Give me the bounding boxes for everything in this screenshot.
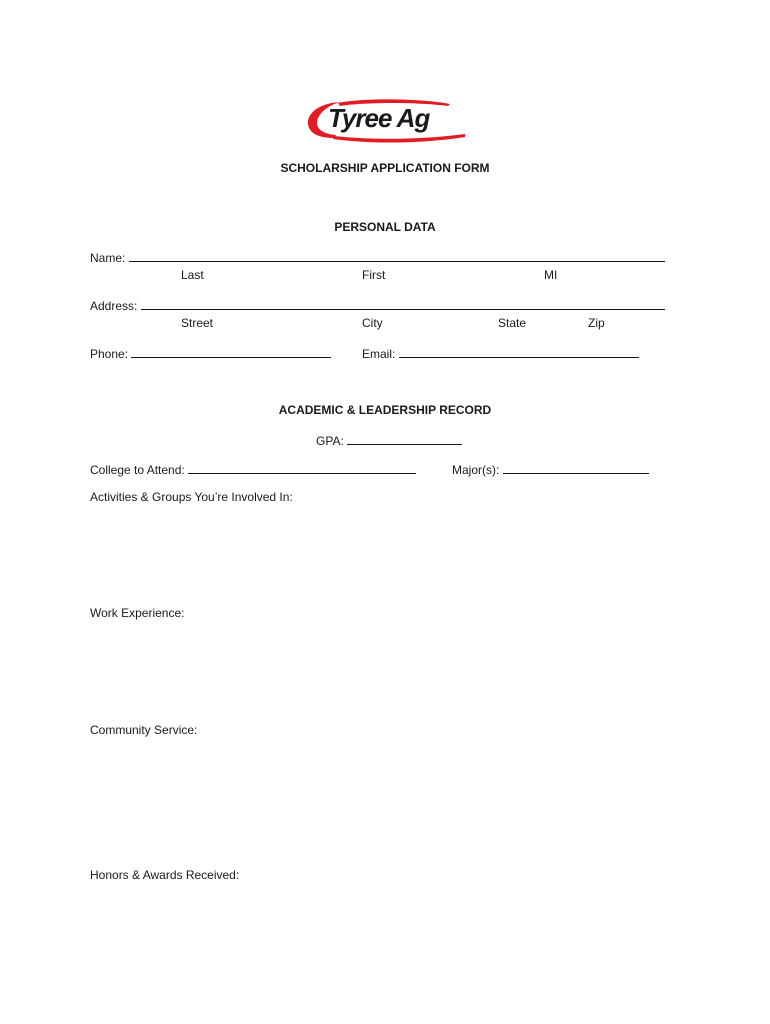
email-label: Email: — [362, 347, 396, 361]
phone-label: Phone: — [90, 347, 129, 361]
college-row — [90, 461, 416, 477]
personal-data-heading: PERSONAL DATA — [334, 220, 436, 234]
name-field[interactable] — [129, 249, 665, 262]
logo-swoosh-bottom — [333, 134, 465, 143]
majors-label: Major(s): — [452, 463, 500, 477]
name-sublabel-mi: MI — [544, 268, 558, 282]
community-service-label: Community Service: — [90, 723, 198, 737]
address-field[interactable] — [141, 297, 665, 310]
academic-heading: ACADEMIC & LEADERSHIP RECORD — [278, 403, 492, 417]
tyree-ag-logo — [300, 96, 470, 146]
logo-text: Tyree Ag — [328, 103, 430, 133]
name-sublabel-first: First — [362, 268, 386, 282]
name-label: Name: — [90, 251, 126, 265]
form-title: SCHOLARSHIP APPLICATION FORM — [280, 161, 490, 175]
address-sublabel-zip: Zip — [588, 316, 605, 330]
address-sublabel-street: Street — [181, 316, 214, 330]
work-experience-label: Work Experience: — [90, 606, 185, 620]
gpa-label: GPA: — [316, 434, 344, 448]
name-sublabel-last: Last — [181, 268, 204, 282]
address-sublabel-state: State — [498, 316, 527, 330]
phone-field[interactable] — [131, 345, 331, 358]
name-row — [90, 249, 665, 265]
email-field[interactable] — [399, 345, 639, 358]
college-label: College to Attend: — [90, 463, 185, 477]
majors-row — [452, 461, 649, 477]
address-row — [90, 297, 665, 313]
honors-awards-label: Honors & Awards Received: — [90, 868, 240, 882]
address-sublabel-city: City — [362, 316, 383, 330]
college-field[interactable] — [188, 461, 416, 474]
gpa-field[interactable] — [347, 432, 462, 445]
email-row — [362, 345, 639, 361]
gpa-row — [316, 432, 462, 448]
majors-field[interactable] — [503, 461, 649, 474]
address-label: Address: — [90, 299, 138, 313]
activities-label: Activities & Groups You’re Involved In: — [90, 490, 293, 504]
phone-row — [90, 345, 331, 361]
